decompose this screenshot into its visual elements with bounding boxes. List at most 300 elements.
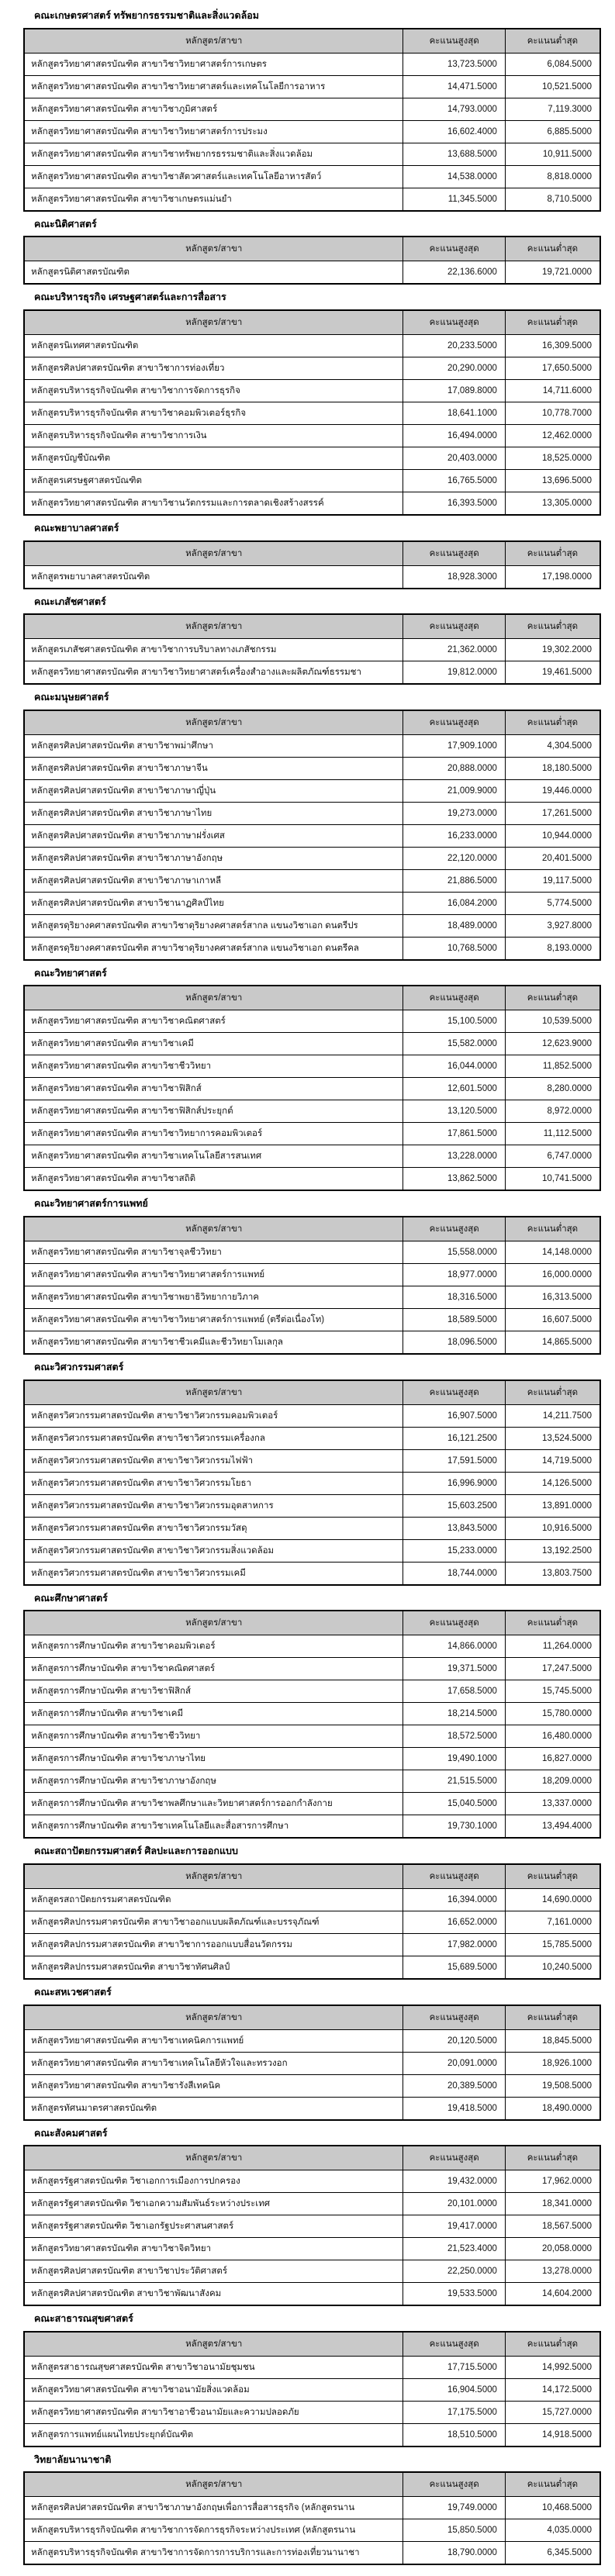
max-score-cell: 13,688.5000 [403,143,506,165]
column-header-min-score: คะแนนต่ำสุด [505,1380,600,1405]
faculty-section [23,1987,601,2121]
program-name-cell: หลักสูตรวิทยาศาสตรบัณฑิต สาขาวิชาวิทยาศาสตร์การแพทย์ [24,1264,403,1286]
scores-table [23,985,601,1191]
min-score-cell: 4,035.0000 [505,2519,600,2542]
program-name-cell: หลักสูตรวิทยาศาสตรบัณฑิต สาขาวิชาชีววิทยา [24,1055,403,1078]
table-row [24,1286,600,1309]
program-name-cell: หลักสูตรวิทยาศาสตรบัณฑิต สาขาวิชาสถิติ [24,1168,403,1191]
min-score-cell: 13,305.0000 [505,492,600,515]
program-name-cell: หลักสูตรวิทยาศาสตรบัณฑิต สาขาวิชาวิทยาการคอมพิวเตอร์ [24,1123,403,1145]
min-score-cell: 10,521.5000 [505,75,600,98]
min-score-cell: 19,508.5000 [505,2074,600,2097]
max-score-cell: 13,228.0000 [403,1145,506,1168]
max-score-cell: 16,393.5000 [403,492,506,515]
program-name-cell: หลักสูตรศิลปกรรมศาตรบัณฑิต สาขาวิชาออกแบบผลิตภัณฑ์และบรรจุภัณฑ์ [24,1911,403,1933]
scores-table [23,2331,601,2447]
table-row [24,1331,600,1355]
max-score-cell: 21,515.5000 [403,1770,506,1793]
program-name-cell: หลักสูตรวิทยาศาสตรบัณฑิต สาขาวิชาฟิสิกส์ [24,1078,403,1100]
max-score-cell: 18,977.0000 [403,1264,506,1286]
table-row [24,1888,600,1911]
min-score-cell: 14,918.5000 [505,2423,600,2447]
program-name-cell: หลักสูตรดุริยางคศาสตรบัณฑิต สาขาวิชาดุริยางคศาสตร์สากล แขนงวิชาเอก ดนตรีคล [24,937,403,960]
column-header-min-score: คะแนนต่ำสุด [505,614,600,639]
table-header-row [24,1217,600,1241]
max-score-cell: 17,175.5000 [403,2401,506,2423]
column-header-program: หลักสูตร/สาขา [24,2146,403,2170]
program-name-cell: หลักสูตรสาธารณสุขศาสตรบัณฑิต สาขาวิชาอนามัยชุมชน [24,2356,403,2378]
program-name-cell: หลักสูตรทัศนมาตรศาสตรบัณฑิต [24,2097,403,2120]
scores-table [23,309,601,516]
max-score-cell: 22,136.6000 [403,261,506,285]
program-name-cell: หลักสูตรศิลปกรรมศาสตรบัณฑิต สาขาวิชาทัศนศิลป์ [24,1956,403,1979]
max-score-cell: 19,749.0000 [403,2497,506,2519]
max-score-cell: 20,403.0000 [403,447,506,469]
table-row [24,1680,600,1703]
max-score-cell: 15,689.5000 [403,1956,506,1979]
max-score-cell: 17,982.0000 [403,1933,506,1956]
max-score-cell: 17,861.5000 [403,1123,506,1145]
max-score-cell: 16,084.2000 [403,892,506,914]
max-score-cell: 13,862.5000 [403,1168,506,1191]
min-score-cell: 10,916.5000 [505,1517,600,1539]
faculty-section [23,2128,601,2307]
min-score-cell: 14,604.2000 [505,2283,600,2306]
min-score-cell: 17,261.5000 [505,802,600,824]
table-header-row [24,29,600,54]
max-score-cell: 18,572.5000 [403,1725,506,1748]
column-header-max-score: คะแนนสูงสุด [403,1864,506,1889]
program-name-cell: หลักสูตรบริหารธุรกิจบัณฑิต สาขาวิชาการจัดการธุรกิจระหว่างประเทศ (หลักสูตรนาน [24,2519,403,2542]
program-name-cell: หลักสูตรวิทยาศาสตรบัณฑิต สาขาวิชาพยาธิวิทยากายวิภาค [24,1286,403,1309]
max-score-cell: 21,009.9000 [403,779,506,802]
table-row [24,2029,600,2052]
max-score-cell: 19,533.5000 [403,2283,506,2306]
min-score-cell: 18,341.0000 [505,2193,600,2215]
table-row [24,2542,600,2565]
max-score-cell: 19,417.0000 [403,2215,506,2238]
program-name-cell: หลักสูตรวิทยาศาสตรบัณฑิต สาขาวิชารังสีเทคนิค [24,2074,403,2097]
program-name-cell: หลักสูตรรัฐศาสตรบัณฑิต วิชาเอกความสัมพันธ์ระหว่างประเทศ [24,2193,403,2215]
table-header-row [24,1380,600,1405]
table-row [24,469,600,492]
table-row [24,1562,600,1585]
program-name-cell: หลักสูตรวิทยาศาสตรบัณฑิต สาขาวิชาอาชีวอนามัยและความปลอดภัย [24,2401,403,2423]
program-name-cell: หลักสูตรศิลปศาสตรบัณฑิต สาขาวิชาภาษาอังกฤษ [24,847,403,869]
max-score-cell: 16,602.4000 [403,120,506,143]
min-score-cell: 7,161.0000 [505,1911,600,1933]
min-score-cell: 19,446.0000 [505,779,600,802]
min-score-cell: 18,525.0000 [505,447,600,469]
program-name-cell: หลักสูตรศิลปศาสตรบัณฑิต สาขาวิชาภาษาฝรั่งเศส [24,824,403,847]
table-row [24,802,600,824]
program-name-cell: หลักสูตรวิทยาศาสตรบัณฑิต สาขาวิชาทรัพยากรธรรมชาติและสิ่งแวดล้อม [24,143,403,165]
faculty-heading: คณะสหเวชศาสตร์ [34,1986,112,1998]
table-row [24,357,600,379]
faculty-section [23,692,601,961]
program-name-cell: หลักสูตรเศรษฐศาสตรบัณฑิต [24,469,403,492]
table-row [24,424,600,447]
max-score-cell: 16,394.0000 [403,1888,506,1911]
program-name-cell: หลักสูตรการศึกษาบัณฑิต สาขาวิชาเทคโนโลยีและสื่อสารการศึกษา [24,1815,403,1839]
min-score-cell: 11,264.0000 [505,1635,600,1658]
max-score-cell: 16,765.5000 [403,469,506,492]
table-row [24,1404,600,1427]
faculty-section [23,2454,601,2566]
program-name-cell: หลักสูตรการศึกษาบัณฑิต สาขาวิชาภาษาอังกฤษ [24,1770,403,1793]
table-row [24,1793,600,1815]
min-score-cell: 16,309.5000 [505,334,600,357]
min-score-cell: 10,539.5000 [505,1010,600,1033]
max-score-cell: 18,744.0000 [403,1562,506,1585]
program-name-cell: หลักสูตรวิทยาศาสตรบัณฑิต สาขาวิชาวิทยาศาสตร์การเกษตร [24,53,403,75]
min-score-cell: 13,891.0000 [505,1494,600,1517]
min-score-cell: 18,567.5000 [505,2215,600,2238]
program-name-cell: หลักสูตรการศึกษาบัณฑิต สาขาวิชาภาษาไทย [24,1748,403,1770]
min-score-cell: 4,304.5000 [505,734,600,757]
max-score-cell: 16,121.2500 [403,1427,506,1449]
max-score-cell: 22,250.0000 [403,2260,506,2283]
table-row [24,98,600,120]
column-header-min-score: คะแนนต่ำสุด [505,1864,600,1889]
max-score-cell: 21,886.5000 [403,869,506,892]
min-score-cell: 10,741.5000 [505,1168,600,1191]
max-score-cell: 15,582.0000 [403,1033,506,1055]
max-score-cell: 15,558.0000 [403,1241,506,1264]
faculty-heading: คณะเกษตรศาสตร์ ทรัพยากรธรรมชาติและสิ่งแวดล้อม [34,10,259,21]
column-header-program: หลักสูตร/สาขา [24,2005,403,2030]
table-row [24,2423,600,2447]
table-row [24,2497,600,2519]
min-score-cell: 7,119.3000 [505,98,600,120]
table-row [24,565,600,589]
column-header-program: หลักสูตร/สาขา [24,310,403,335]
max-score-cell: 19,432.0000 [403,2170,506,2193]
column-header-max-score: คะแนนสูงสุด [403,2472,506,2497]
program-name-cell: หลักสูตรสถาปัตยกรรมศาสตรบัณฑิต [24,1888,403,1911]
table-row [24,1309,600,1331]
scores-table [23,1863,601,1980]
column-header-max-score: คะแนนสูงสุด [403,2332,506,2357]
faculty-section [23,292,601,516]
faculty-heading: คณะสาธารณสุขศาสตร์ [34,2313,133,2325]
table-row [24,1241,600,1264]
program-name-cell: หลักสูตรบริหารธุรกิจบัณฑิต สาขาวิชาการจัดการธุรกิจ [24,379,403,402]
max-score-cell: 17,089.8000 [403,379,506,402]
min-score-cell: 11,852.5000 [505,1055,600,1078]
table-row [24,492,600,515]
table-row [24,1145,600,1168]
min-score-cell: 15,745.5000 [505,1680,600,1703]
min-score-cell: 14,711.6000 [505,379,600,402]
max-score-cell: 18,096.5000 [403,1331,506,1355]
table-row [24,2074,600,2097]
program-name-cell: หลักสูตรพยาบาลศาสตรบัณฑิต [24,565,403,589]
table-row [24,2378,600,2401]
table-row [24,2260,600,2283]
faculty-section [23,523,601,589]
table-header-row [24,1864,600,1889]
program-name-cell: หลักสูตรเภสัชศาสตรบัณฑิต สาขาวิชาการบริบาลทางเภสัชกรรม [24,639,403,661]
faculty-heading: คณะนิติศาสตร์ [34,218,97,230]
table-header-row [24,986,600,1010]
max-score-cell: 12,601.5000 [403,1078,506,1100]
min-score-cell: 8,818.0000 [505,165,600,188]
table-header-row [24,1611,600,1635]
program-name-cell: หลักสูตรวิศวกรรมศาสตรบัณฑิต สาขาวิชาวิศวกรรมอุตสาหการ [24,1494,403,1517]
max-score-cell: 19,371.5000 [403,1658,506,1680]
program-name-cell: หลักสูตรการศึกษาบัณฑิต สาขาวิชาคอมพิวเตอร์ [24,1635,403,1658]
min-score-cell: 14,865.5000 [505,1331,600,1355]
table-row [24,1055,600,1078]
max-score-cell: 18,214.5000 [403,1703,506,1725]
max-score-cell: 20,120.5000 [403,2029,506,2052]
program-name-cell: หลักสูตรวิศวกรรมศาสตรบัณฑิต สาขาวิชาวิศวกรรมไฟฟ้า [24,1449,403,1472]
max-score-cell: 16,652.0000 [403,1911,506,1933]
max-score-cell: 16,996.9000 [403,1472,506,1494]
max-score-cell: 18,510.5000 [403,2423,506,2447]
program-name-cell: หลักสูตรวิทยาศาสตรบัณฑิต สาขาวิชาวิทยาศาสตร์การประมง [24,120,403,143]
table-row [24,379,600,402]
column-header-min-score: คะแนนต่ำสุด [505,2332,600,2357]
min-score-cell: 16,827.0000 [505,1748,600,1770]
max-score-cell: 20,888.0000 [403,757,506,779]
table-header-row [24,541,600,566]
table-row [24,757,600,779]
max-score-cell: 20,290.0000 [403,357,506,379]
column-header-min-score: คะแนนต่ำสุด [505,2472,600,2497]
faculty-section [23,1362,601,1586]
min-score-cell: 12,462.0000 [505,424,600,447]
table-row [24,847,600,869]
max-score-cell: 19,812.0000 [403,661,506,685]
max-score-cell: 18,641.1000 [403,402,506,424]
min-score-cell: 17,962.0000 [505,2170,600,2193]
table-header-row [24,2332,600,2357]
max-score-cell: 17,591.5000 [403,1449,506,1472]
table-row [24,779,600,802]
max-score-cell: 17,909.1000 [403,734,506,757]
table-row [24,1815,600,1839]
scores-table [23,2005,601,2121]
max-score-cell: 16,233.0000 [403,824,506,847]
table-row [24,1658,600,1680]
max-score-cell: 13,843.5000 [403,1517,506,1539]
table-row [24,824,600,847]
min-score-cell: 6,345.5000 [505,2542,600,2565]
table-row [24,1033,600,1055]
min-score-cell: 10,944.0000 [505,824,600,847]
max-score-cell: 19,490.1000 [403,1748,506,1770]
column-header-min-score: คะแนนต่ำสุด [505,29,600,54]
program-name-cell: หลักสูตรศิลปศาสตรบัณฑิต สาขาวิชาภาษาเกาหลี [24,869,403,892]
program-name-cell: หลักสูตรศิลปศาสตรบัณฑิต สาขาวิชาภาษาอังกฤษเพื่อการสื่อสารธุรกิจ (หลักสูตรนาน [24,2497,403,2519]
table-row [24,1472,600,1494]
column-header-max-score: คะแนนสูงสุด [403,237,506,261]
faculty-section [23,1846,601,1980]
program-name-cell: หลักสูตรนิเทศศาสตรบัณฑิต [24,334,403,357]
faculty-heading: คณะเภสัชศาสตร์ [34,596,106,607]
max-score-cell: 13,723.5000 [403,53,506,75]
column-header-program: หลักสูตร/สาขา [24,237,403,261]
column-header-program: หลักสูตร/สาขา [24,541,403,566]
max-score-cell: 18,928.3000 [403,565,506,589]
min-score-cell: 20,401.5000 [505,847,600,869]
program-name-cell: หลักสูตรการศึกษาบัณฑิต สาขาวิชาเคมี [24,1703,403,1725]
table-row [24,1539,600,1562]
table-row [24,1427,600,1449]
max-score-cell: 20,091.0000 [403,2052,506,2074]
program-name-cell: หลักสูตรศิลปศาสตรบัณฑิต สาขาวิชาพม่าศึกษา [24,734,403,757]
max-score-cell: 22,120.0000 [403,847,506,869]
column-header-max-score: คะแนนสูงสุด [403,29,506,54]
scores-table [23,236,601,285]
column-header-program: หลักสูตร/สาขา [24,710,403,735]
column-header-max-score: คะแนนสูงสุด [403,1217,506,1241]
table-row [24,53,600,75]
table-header-row [24,710,600,735]
faculty-heading: วิทยาลัยนานาชาติ [34,2453,112,2465]
faculty-score-tables [23,10,601,2565]
max-score-cell: 16,044.0000 [403,1055,506,1078]
table-row [24,1911,600,1933]
table-row [24,869,600,892]
faculty-heading: คณะวิทยาศาสตร์ [34,967,107,979]
max-score-cell: 15,100.5000 [403,1010,506,1033]
faculty-section [23,1593,601,1839]
min-score-cell: 13,278.0000 [505,2260,600,2283]
faculty-section [23,968,601,1192]
min-score-cell: 14,992.5000 [505,2356,600,2378]
max-score-cell: 18,316.5000 [403,1286,506,1309]
min-score-cell: 3,927.8000 [505,914,600,937]
min-score-cell: 11,112.5000 [505,1123,600,1145]
column-header-min-score: คะแนนต่ำสุด [505,986,600,1010]
table-header-row [24,2146,600,2170]
program-name-cell: หลักสูตรศิลปศาสตรบัณฑิต สาขาวิชาภาษาญี่ปุ่น [24,779,403,802]
column-header-program: หลักสูตร/สาขา [24,1864,403,1889]
faculty-section [23,596,601,685]
column-header-program: หลักสูตร/สาขา [24,29,403,54]
min-score-cell: 16,000.0000 [505,1264,600,1286]
max-score-cell: 20,101.0000 [403,2193,506,2215]
table-row [24,1168,600,1191]
table-row [24,2170,600,2193]
table-row [24,402,600,424]
program-name-cell: หลักสูตรวิทยาศาสตรบัณฑิต สาขาวิชาเกษตรแม่นยำ [24,188,403,211]
program-name-cell: หลักสูตรวิศวกรรมศาสตรบัณฑิต สาขาวิชาวิศวกรรมวัสดุ [24,1517,403,1539]
min-score-cell: 20,058.0000 [505,2238,600,2260]
faculty-section [23,2313,601,2447]
min-score-cell: 10,240.5000 [505,1956,600,1979]
scores-table [23,710,601,961]
program-name-cell: หลักสูตรวิทยาศาสตรบัณฑิต สาขาวิชาวิทยาศาสตร์เครื่องสำอางและผลิตภัณฑ์ธรรมชา [24,661,403,685]
table-row [24,1078,600,1100]
min-score-cell: 18,490.0000 [505,2097,600,2120]
table-header-row [24,2472,600,2497]
column-header-program: หลักสูตร/สาขา [24,986,403,1010]
table-row [24,447,600,469]
min-score-cell: 14,719.5000 [505,1449,600,1472]
min-score-cell: 10,778.7000 [505,402,600,424]
min-score-cell: 17,247.5000 [505,1658,600,1680]
program-name-cell: หลักสูตรวิศวกรรมศาสตรบัณฑิต สาขาวิชาวิศวกรรมโยธา [24,1472,403,1494]
min-score-cell: 14,148.0000 [505,1241,600,1264]
max-score-cell: 20,233.5000 [403,334,506,357]
min-score-cell: 8,710.5000 [505,188,600,211]
max-score-cell: 19,730.1000 [403,1815,506,1839]
max-score-cell: 19,273.0000 [403,802,506,824]
faculty-heading: คณะสถาปัตยกรรมศาสตร์ ศิลปะและการออกแบบ [34,1846,238,1857]
column-header-max-score: คะแนนสูงสุด [403,2146,506,2170]
table-row [24,165,600,188]
min-score-cell: 19,721.0000 [505,261,600,285]
min-score-cell: 13,524.5000 [505,1427,600,1449]
program-name-cell: หลักสูตรวิทยาศาสตรบัณฑิต สาขาวิชาสัตวศาสตร์และเทคโนโลยีอาหารสัตว์ [24,165,403,188]
max-score-cell: 16,494.0000 [403,424,506,447]
min-score-cell: 13,192.2500 [505,1539,600,1562]
min-score-cell: 10,911.5000 [505,143,600,165]
max-score-cell: 16,904.5000 [403,2378,506,2401]
program-name-cell: หลักสูตรศิลปกรรมศาสตรบัณฑิต สาขาวิชาการออกแบบสื่อนวัตกรรม [24,1933,403,1956]
program-name-cell: หลักสูตรวิทยาศาสตรบัณฑิต สาขาวิชาเทคโนโลยีสารสนเทศ [24,1145,403,1168]
min-score-cell: 14,690.0000 [505,1888,600,1911]
faculty-heading: คณะวิศวกรรมศาสตร์ [34,1362,124,1373]
program-name-cell: หลักสูตรวิทยาศาสตรบัณฑิต สาขาวิชาวิทยาศาสตร์และเทคโนโลยีการอาหาร [24,75,403,98]
min-score-cell: 6,084.5000 [505,53,600,75]
faculty-section [23,219,601,285]
max-score-cell: 14,538.0000 [403,165,506,188]
max-score-cell: 16,907.5000 [403,1404,506,1427]
min-score-cell: 14,126.5000 [505,1472,600,1494]
table-header-row [24,2005,600,2030]
min-score-cell: 15,785.5000 [505,1933,600,1956]
program-name-cell: หลักสูตรวิทยาศาสตรบัณฑิต สาขาวิชาชีวเคมีและชีววิทยาโมเลกุล [24,1331,403,1355]
column-header-max-score: คะแนนสูงสุด [403,1611,506,1635]
table-row [24,1725,600,1748]
faculty-heading: คณะสังคมศาสตร์ [34,2127,108,2139]
min-score-cell: 5,774.5000 [505,892,600,914]
program-name-cell: หลักสูตรการแพทย์แผนไทยประยุกต์บัณฑิต [24,2423,403,2447]
min-score-cell: 12,623.9000 [505,1033,600,1055]
table-row [24,2052,600,2074]
column-header-min-score: คะแนนต่ำสุด [505,2146,600,2170]
min-score-cell: 16,313.5000 [505,1286,600,1309]
table-row [24,1010,600,1033]
program-name-cell: หลักสูตรบริหารธุรกิจบัณฑิต สาขาวิชาคอมพิวเตอร์ธุรกิจ [24,402,403,424]
program-name-cell: หลักสูตรวิศวกรรมศาสตรบัณฑิต สาขาวิชาวิศวกรรมคอมพิวเตอร์ [24,1404,403,1427]
table-header-row [24,237,600,261]
table-row [24,2238,600,2260]
column-header-max-score: คะแนนสูงสุด [403,710,506,735]
max-score-cell: 18,489.0000 [403,914,506,937]
program-name-cell: หลักสูตรบัญชีบัณฑิต [24,447,403,469]
scores-table [23,613,601,685]
column-header-program: หลักสูตร/สาขา [24,2472,403,2497]
max-score-cell: 10,768.5000 [403,937,506,960]
scores-table [23,1380,601,1586]
program-name-cell: หลักสูตรวิทยาศาสตรบัณฑิต สาขาวิชาคณิตศาสตร์ [24,1010,403,1033]
program-name-cell: หลักสูตรวิทยาศาสตรบัณฑิต สาขาวิชาจิตวิทยา [24,2238,403,2260]
column-header-program: หลักสูตร/สาขา [24,1611,403,1635]
min-score-cell: 15,780.0000 [505,1703,600,1725]
table-header-row [24,310,600,335]
table-row [24,1494,600,1517]
table-row [24,75,600,98]
min-score-cell: 18,926.1000 [505,2052,600,2074]
table-row [24,2193,600,2215]
scores-table [23,2145,601,2306]
